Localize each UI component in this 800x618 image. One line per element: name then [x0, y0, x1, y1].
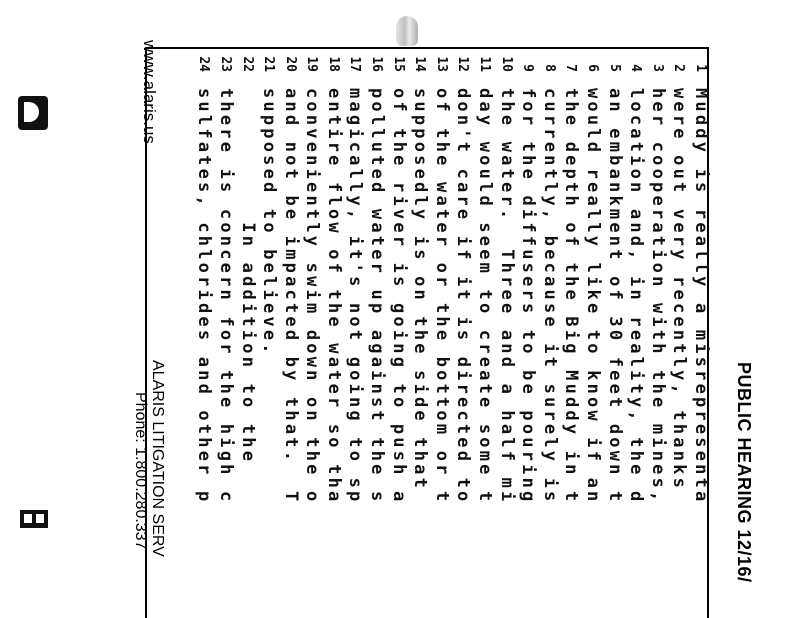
binder-hole [396, 16, 418, 46]
line-number: 6 [585, 64, 601, 72]
line-text: an embankment of 30 feet down t [604, 88, 625, 505]
company-name: ALARIS LITIGATION SERV [149, 360, 166, 557]
line-text: her cooperation with the mines, [647, 88, 668, 505]
transcript-line [214, 46, 236, 616]
company-phone: Phone: 1.800.280.337 [132, 392, 149, 550]
transcript-line [409, 46, 431, 616]
transcript-line [581, 46, 603, 616]
line-text: Muddy is really a misrepresenta [691, 88, 711, 505]
page-header: PUBLIC HEARING 12/16/ [734, 362, 754, 583]
line-text: sulfates, chlorides and other p [194, 88, 215, 505]
line-text: currently, because it surely is [539, 88, 560, 505]
line-text: supposedly is on the side that [410, 88, 431, 492]
transcript-line [452, 46, 474, 616]
line-number: 17 [347, 56, 363, 72]
line-number: 10 [498, 56, 514, 72]
transcript-line [366, 46, 388, 616]
line-number: 9 [520, 64, 536, 72]
line-number: 12 [455, 56, 471, 72]
transcript-line [689, 46, 711, 616]
transcript-line [625, 46, 647, 616]
transcript-line [279, 46, 301, 616]
line-text: day would seem to create some t [475, 88, 496, 505]
line-text: don't care if it is directed to [453, 88, 474, 505]
line-number: 24 [196, 56, 212, 72]
line-text: the depth of the Big Muddy in t [561, 88, 582, 505]
transcript-line [344, 46, 366, 616]
line-text: there is concern for the high c [215, 88, 236, 505]
transcript-line [258, 46, 280, 616]
line-text: and not be impacted by that. T [280, 88, 301, 505]
line-number: 3 [649, 64, 665, 72]
line-number: 23 [217, 56, 233, 72]
line-number: 4 [628, 64, 644, 72]
transcript-line [301, 46, 323, 616]
line-text: polluted water up against the s [367, 88, 388, 505]
line-text: magically, it's not going to sp [345, 88, 366, 505]
transcript-page [28, 40, 758, 616]
line-number: 11 [477, 56, 493, 72]
line-number: 22 [239, 56, 255, 72]
transcript-line [387, 46, 409, 616]
transcript-line [560, 46, 582, 616]
transcript-line [322, 46, 344, 616]
line-text: of the water or the bottom or t [431, 88, 452, 505]
transcript-line [646, 46, 668, 616]
transcript-line [517, 46, 539, 616]
line-number: 14 [412, 56, 428, 72]
line-text: supposed to believe. [259, 88, 280, 357]
line-number: 13 [433, 56, 449, 72]
line-number: 16 [369, 56, 385, 72]
line-text: entire flow of the water so tha [323, 88, 344, 505]
transcript-line [430, 46, 452, 616]
transcript-line [236, 46, 258, 616]
line-text: conveniently swim down on the o [302, 88, 323, 505]
line-number: 2 [671, 64, 687, 72]
line-text: the water. Three and a half mi [496, 88, 517, 505]
line-text: location and, in reality, the d [626, 88, 647, 505]
website: www.alaris.us [140, 40, 159, 144]
transcript-lines [193, 46, 711, 616]
line-text: of the river is going to push a [388, 88, 409, 505]
line-number: 21 [261, 56, 277, 72]
transcript-line [668, 46, 690, 616]
transcript-line [473, 46, 495, 616]
line-text: In addition to the [237, 88, 258, 465]
line-text: were out very recently, thanks [669, 88, 690, 492]
line-number: 20 [282, 56, 298, 72]
transcript-line [193, 46, 215, 616]
line-number: 1 [693, 64, 708, 72]
line-number: 8 [541, 64, 557, 72]
line-text: would really like to know if an [583, 88, 604, 505]
transcript-line [603, 46, 625, 616]
transcript-line [495, 46, 517, 616]
line-text: for the diffusers to be pouring [518, 88, 539, 505]
transcript-line [538, 46, 560, 616]
line-number: 5 [606, 64, 622, 72]
line-number: 18 [325, 56, 341, 72]
line-number: 19 [304, 56, 320, 72]
line-number: 15 [390, 56, 406, 72]
line-number: 7 [563, 64, 579, 72]
